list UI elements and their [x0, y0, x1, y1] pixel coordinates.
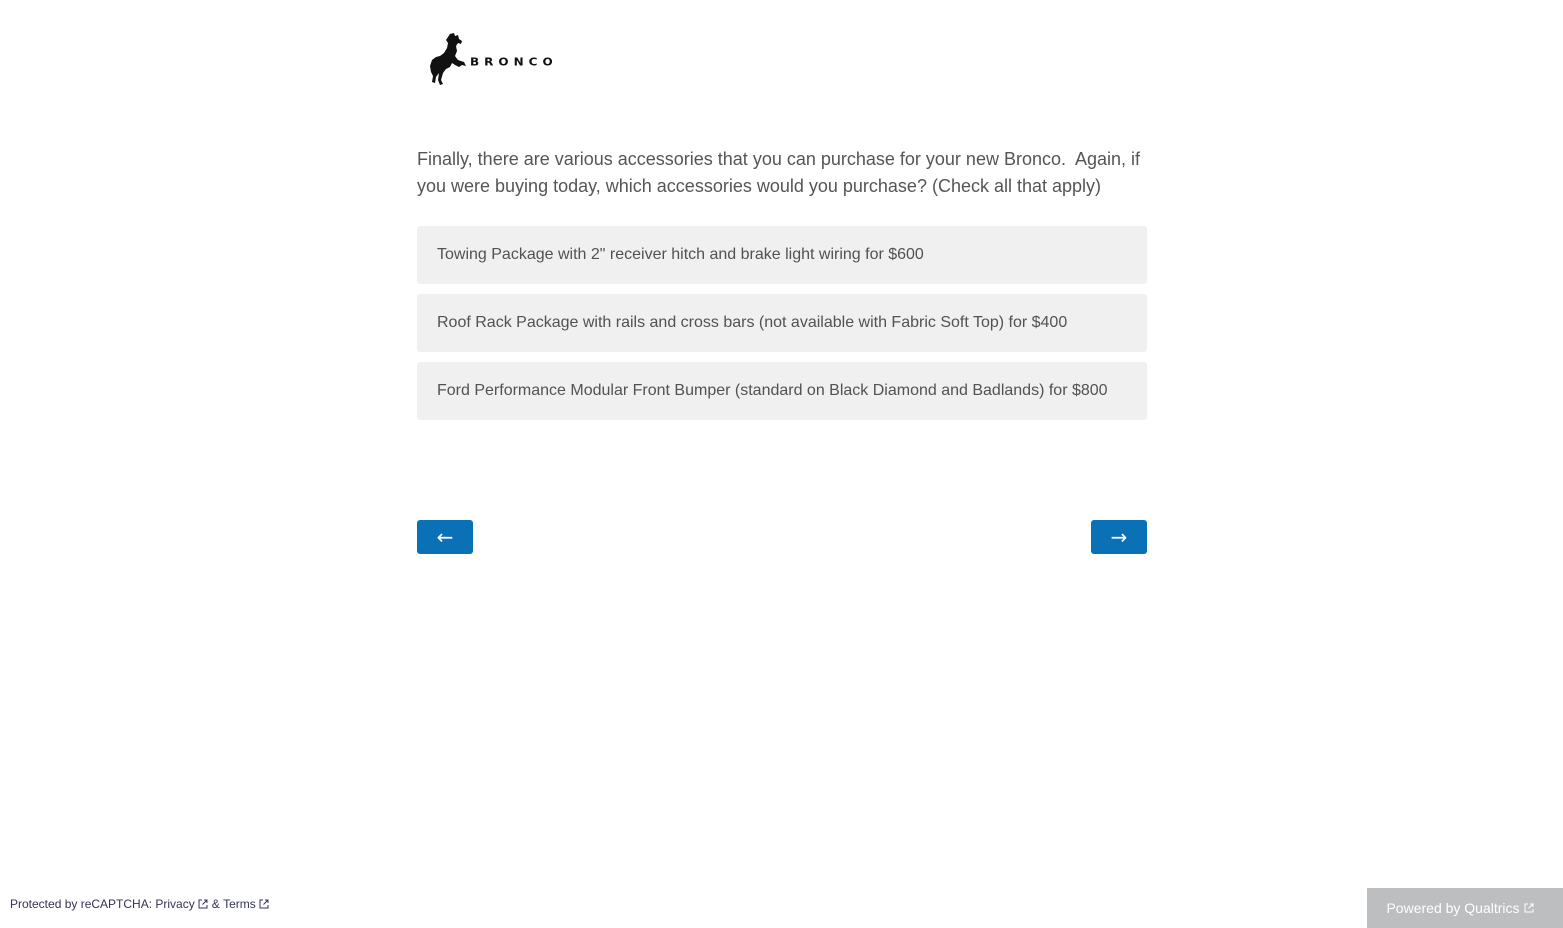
external-link-icon	[1524, 903, 1534, 913]
choice-towing-package[interactable]	[417, 226, 1147, 284]
choice-label: Towing Package with 2" receiver hitch and brake light wiring for $600	[437, 246, 924, 263]
terms-link[interactable]: Terms	[223, 897, 256, 911]
privacy-link[interactable]: Privacy	[155, 897, 195, 911]
bronco-wordmark: BRONCO	[470, 56, 558, 68]
choice-label: Ford Performance Modular Front Bumper (standard on Black Diamond and Badlands) for $800	[437, 382, 1108, 399]
recaptcha-notice	[10, 897, 273, 911]
back-button[interactable]: ←	[417, 520, 473, 554]
external-link-icon	[198, 899, 208, 909]
choice-label: Roof Rack Package with rails and cross bars (not available with Fabric Soft Top) for $400	[437, 314, 1068, 331]
bronco-logo	[428, 32, 588, 86]
bronco-horse-icon	[428, 32, 468, 86]
recaptcha-prefix: Protected by reCAPTCHA:	[10, 897, 156, 911]
choice-list	[417, 226, 1147, 430]
ampersand: &	[211, 897, 224, 911]
choice-roof-rack-package[interactable]	[417, 294, 1147, 352]
choice-front-bumper[interactable]	[417, 362, 1147, 420]
powered-label: Powered by Qualtrics	[1386, 900, 1520, 916]
external-link-icon	[259, 899, 269, 909]
powered-by-qualtrics-link[interactable]	[1367, 888, 1563, 928]
question-text: Finally, there are various accessories that you can purchase for your new Bronco. Again, if you were buying today, which accessories would you purchase? (Check all that apply)	[417, 149, 1146, 196]
next-button[interactable]: →	[1091, 520, 1147, 554]
